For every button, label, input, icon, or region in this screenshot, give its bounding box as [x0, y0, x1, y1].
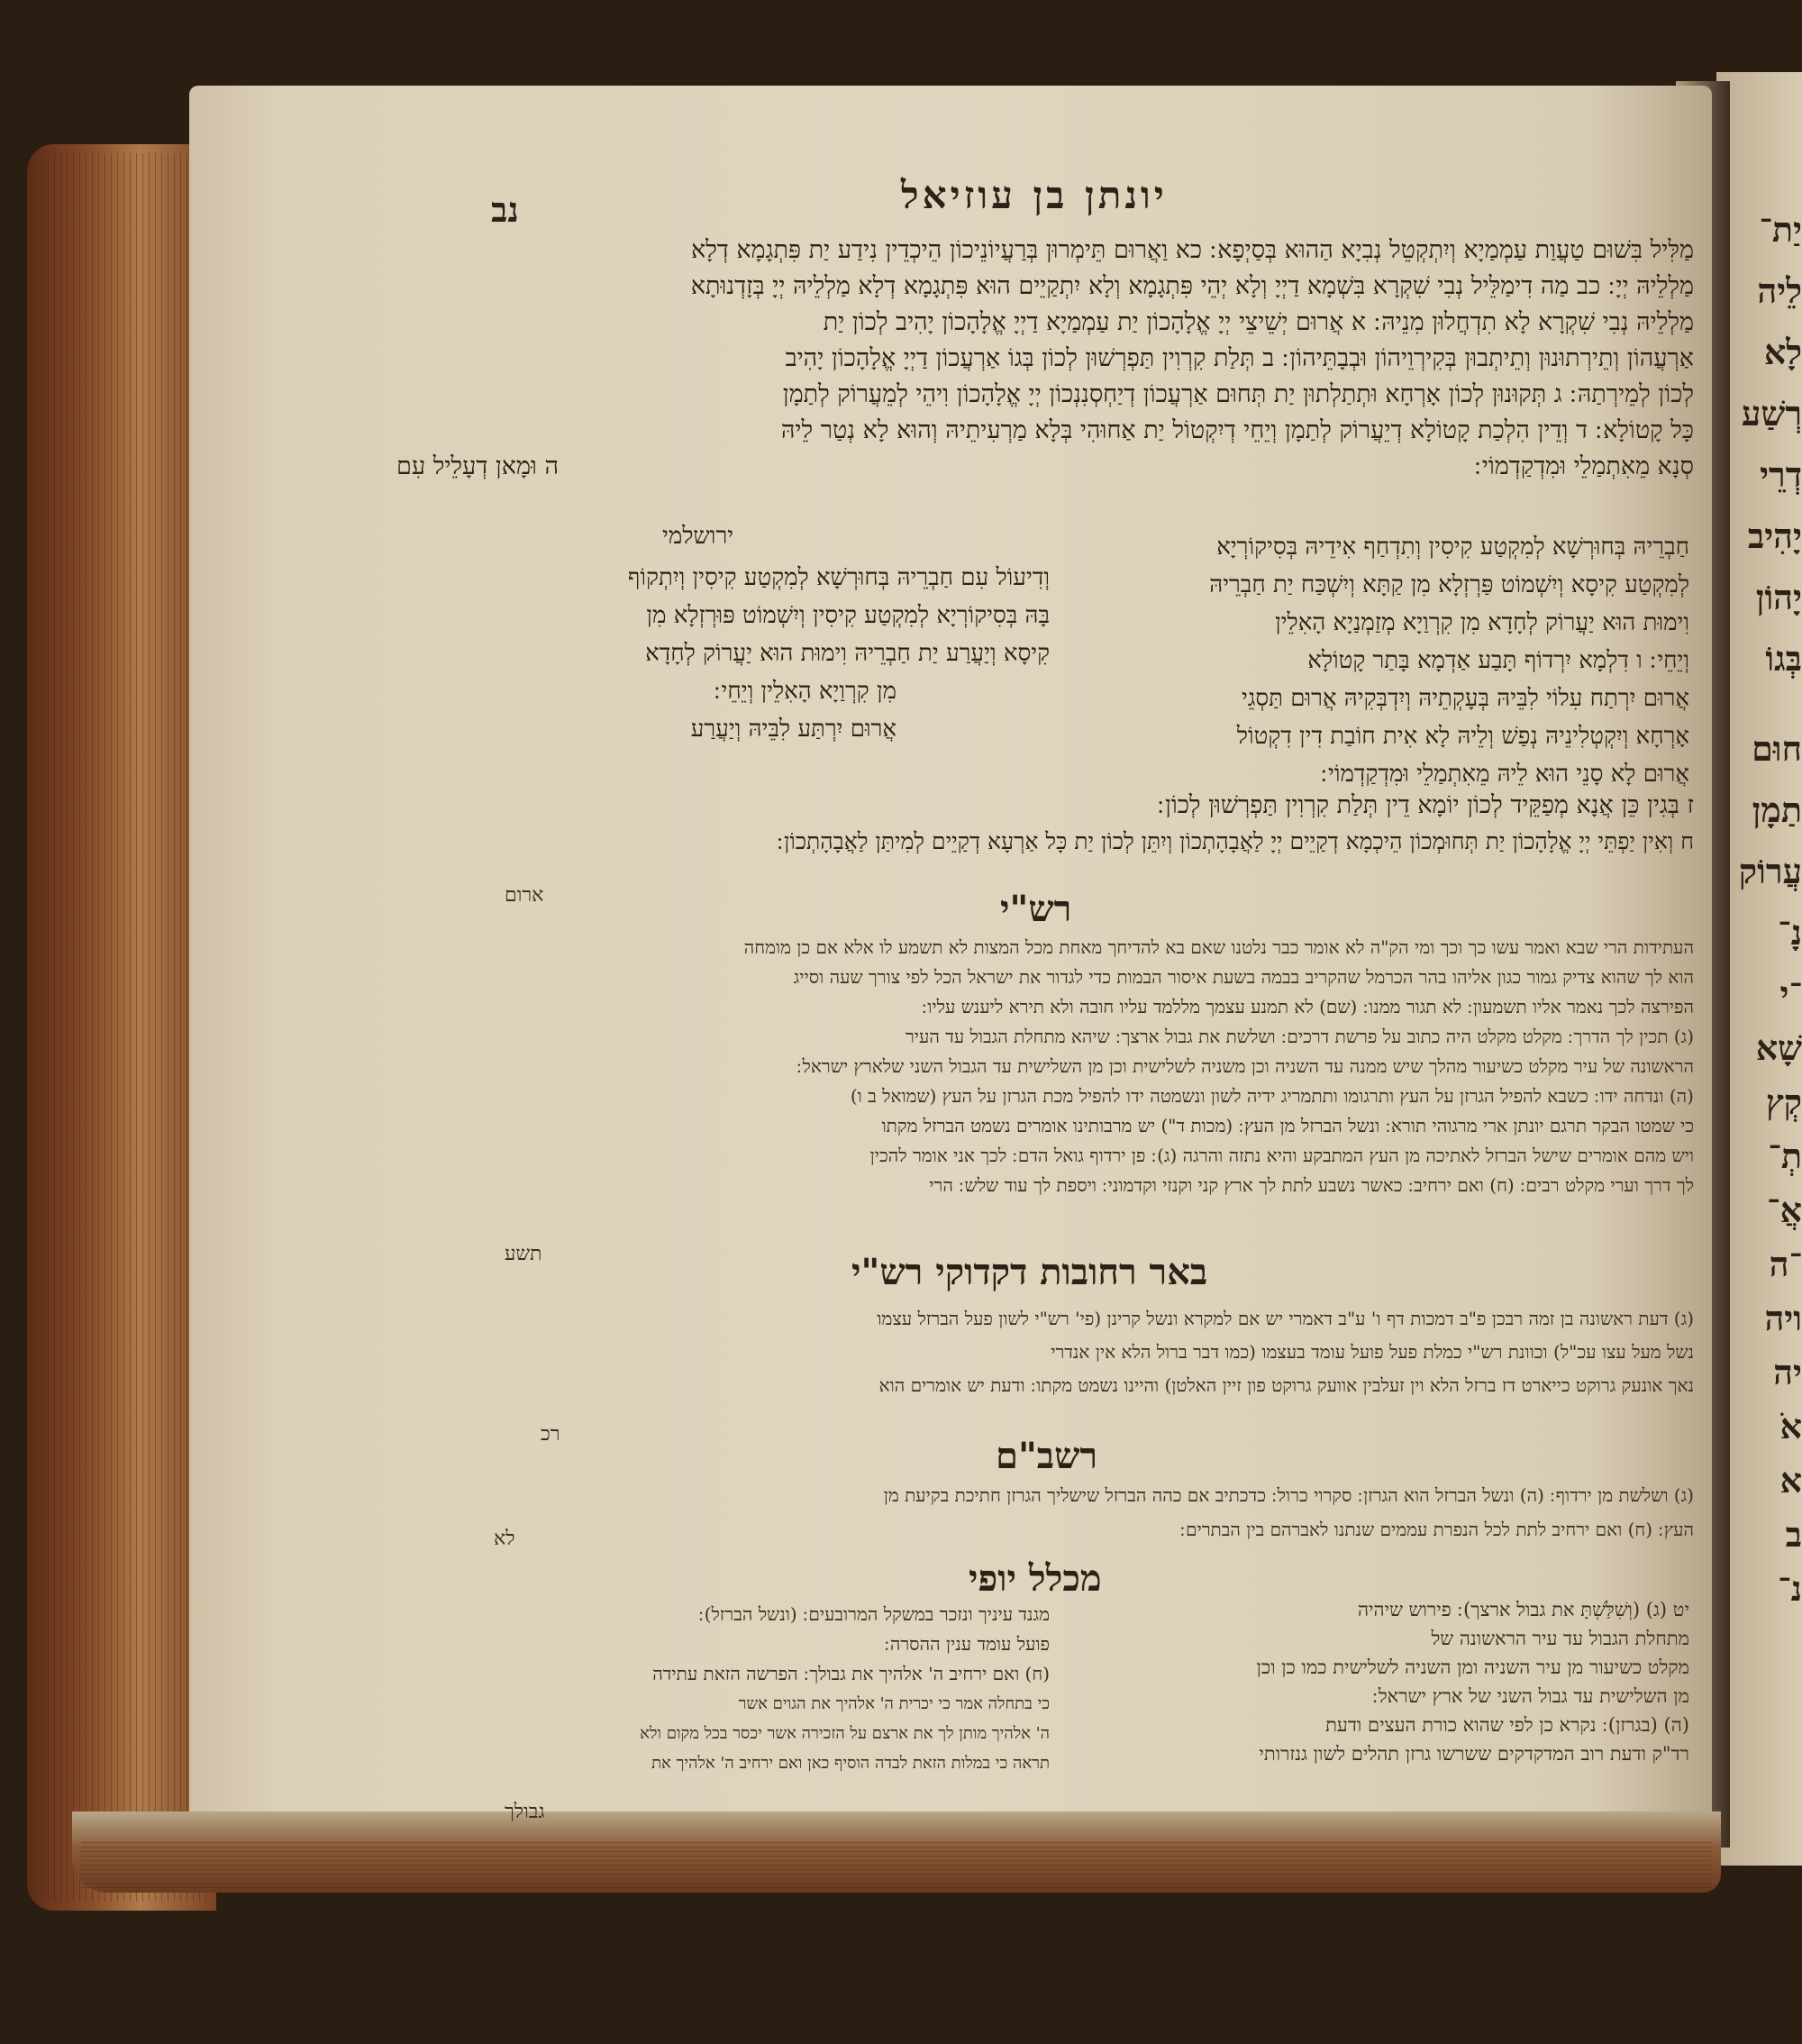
yerushalmi-line: בָּהּ בְּסִיקוֹרְיָא לְמִקְטַע קִיסִין וְיִשְׁמוֹט פּוּרְזְלָא מִן — [646, 602, 1050, 629]
facing-glyph: א — [1779, 1460, 1802, 1501]
facing-glyph: תַמָן — [1752, 789, 1802, 830]
yerushalmi-line: וְדִיעוֹל עִם חַבְרֵיהּ בְּחוּרְשָׁא לְמִקְטַע קִיסִין וְיִתְקוֹף — [627, 564, 1050, 591]
beer-title: באר רחובות דקדוקי רש"י — [851, 1251, 1208, 1293]
facing-glyph: יָהוֹן — [1755, 577, 1802, 617]
facing-glyph: יָהִיב — [1747, 516, 1802, 556]
rashbam-catchword: לא — [494, 1528, 515, 1550]
rashi-line: לך דרך וערי מקלט רבים ׃ (ח) ואם ירחיב ׃ כאשר נשבע לתת לך ארץ קני וקנזי וקדמוני ׃ ויספת לך עוד שלש ׃ הרי — [929, 1174, 1694, 1196]
facing-glyph: תְ־ — [1768, 1136, 1802, 1176]
rashi-line: ויש מהם אומרים שישל הברזל לאתיכה מן העץ המתבקע והיא נתזה והרגה (ג) ׃ פן ירדוף גואל הדם ׃ לכך אני אומר להכין — [869, 1145, 1694, 1166]
right-column-line: וְיֵחֵי ׃ ו דִלְמָא יִרְדוֹף תָּבַע אַדְמָא בָּתַר קָטוֹלָא — [1307, 647, 1689, 674]
michlal-line: מקלט כשיעור מן עיר השניה ומן השניה לשלישית כמו כן וכן — [1256, 1656, 1689, 1678]
page-number: נב — [491, 189, 519, 230]
facing-glyph: קְץ — [1765, 1081, 1802, 1122]
facing-glyph: עֲרוֹק — [1738, 851, 1802, 891]
michlal-line: רד"ק ודעת רוב המדקדקים ששרשו גרזן תהלים לשון גנזרותי — [1259, 1743, 1689, 1765]
targum-line: סְנָא מֵאִתְמַלֵי וּמִדְקַדְמוֹי ׃ — [1474, 452, 1694, 480]
facing-glyph: לֵיה — [1757, 270, 1802, 311]
facing-glyph: ־ה — [1769, 1244, 1802, 1284]
facing-glyph: רְשַׁע — [1741, 393, 1802, 433]
page-edge-lines — [36, 153, 207, 1902]
michlal-line: פועל עומד ענין ההסרה ׃ — [884, 1633, 1050, 1655]
rashbam-line: (ג) ושלשת מן ירדוף ׃ (ה) ונשל הברזל הוא הגרזן ׃ סקרוי כרול ׃ כדכתיב אם כהה הברזל שישליך הגרזן חתיכת בקיעת מן — [883, 1484, 1694, 1506]
right-column-line: וִימוּת הוּא יַעֲרוֹק לְחָדָא מִן קִרְוַיָא מְזַמְנַיָא הָאִלֵין — [1275, 609, 1689, 636]
michlal-yofi-title: מכלל יופי — [969, 1557, 1102, 1600]
rashbam-line: העץ ׃ (ח) ואם ירחיב לתת לכל הנפרת עממים שנתנו לאברהם בין הבתרים ׃ — [1179, 1519, 1694, 1540]
facing-glyph: דְרֵי — [1760, 454, 1802, 495]
page-title: יונתן בן עוזיאל — [901, 173, 1168, 217]
catchword: ארום — [505, 884, 544, 907]
rashi-line: כי שמטו הבקר תרגם יונתן ארי מרגוהי תורא ׃ ונשל הברזל מן העץ ׃ (מכות ד") יש מרבותינו אומרים נשמט הברזל מקתו — [881, 1115, 1694, 1136]
rashi-catchword: תשע — [505, 1243, 542, 1265]
facing-glyph: חוּם — [1752, 728, 1802, 769]
targum-line: מַלְלֵיהּ יְיָ ׃ כב מַה דִימַלֵּיל נְבִי שִׁקְרָא בִּשְׁמָא דַיְיָ וְלָא יְהֵי פִּתְגָמָא וְלָא יִתְקַיֵים הוּא פִּתְגָמָא דְלָא מַלְלֵיהּ יְיָ בְּזָדְנוּתָא — [690, 272, 1694, 300]
rashbam-block — [396, 1478, 1694, 1547]
beer-line: נאך אונעק גרוקט כייארט דז ברזל הלא וין זעלבין אוועק גרוקט פון זיין האלטן) והיינו נשמט מקתו ׃ ודעת יש אומרים הוא — [878, 1374, 1694, 1396]
facing-glyph: נ־ — [1778, 1568, 1802, 1609]
michlal-line: מגנד עיניך ונזכר במשקל המרובעים ׃ (ונשל הברזל) ׃ — [698, 1603, 1050, 1625]
targum-right-column — [1059, 528, 1689, 793]
facing-glyph: יה — [1773, 1352, 1802, 1392]
facing-glyph: לָא — [1763, 332, 1802, 372]
michlal-yofi-right-column — [1068, 1595, 1689, 1768]
rashi-title: רש"י — [1000, 888, 1072, 930]
rashbam-title: רשב"ם — [996, 1435, 1098, 1477]
right-column-line: אֲרוּם לָא סָנֵי הוּא לֵיהּ מֵאִתְמַלֵי וּמִדְקַדְמוֹי ׃ — [1320, 761, 1689, 788]
rashi-line: (ג) תכין לך הדרך ׃ מקלט מקלט היה כתוב על פרשת דרכים ׃ ושלשת את גבול ארצך ׃ שיהא מתחלת הגבול עד העיר — [905, 1026, 1694, 1047]
rashi-line: הוא לך שהוא צדיק גמור כגון אליהו בהר הכרמל שהקריב בבמה בשעת איסור הבמות כדי לגדור את ישראל הכל לפי צורך שעה וסייג — [793, 966, 1694, 988]
right-column-line: אֲרוּם יִרְתַח עִלוֹי לִבֵּיהּ בְּעָקְתֵיהּ וְיִדְבְּקִיהּ אֲרוּם תַּסְגֵי — [1241, 685, 1689, 712]
facing-glyph: נָ־ — [1778, 912, 1802, 953]
targum-line: מַלְלֵיהּ נְבִי שִׁקְרָא לָא תִדְחֲלוּן מִנֵיהּ ׃ א אֲרוּם יְשֵׁיצֵי יְיָ אֱלָהָכוֹן יַת עַמְמַיָא דַיְיָ אֱלָהָכוֹן יָהִיב לְכוֹן יַת — [823, 308, 1694, 336]
michlal-line: (ח) ואם ירחיב ה' אלהיך את גבולך ׃ הפרשה הזאת עתידה — [652, 1663, 1050, 1684]
beer-line: נשל מעל עצו עכ"ל) וכוונת רש"י כמלת פעל פועל עומד בעצמו (כמו דבר ברול הלא אין אנדרי — [1051, 1341, 1694, 1363]
yerushalmi-line: קִיסָא וְיַעֲרַע יַת חַבְרֵיהּ וִימוּת הוּא יַעֲרוֹק לְחָדָא — [645, 640, 1050, 667]
michlal-line: תראה כי במלות הזאת לבדה הוסיף כאן ואם ירחיב ה' אלהיך את — [651, 1754, 1050, 1773]
facing-page-text — [1725, 209, 1802, 1759]
yerushalmi-line: אֲרוּם יִרְתַּע לִבֵּיהּ וְיַעֲרַע — [690, 716, 896, 743]
michlal-line: מן השלישית עד גבול השני של ארץ ישראל ׃ — [1372, 1685, 1689, 1707]
facing-glyph: ויה — [1764, 1298, 1802, 1338]
yerushalmi-column — [392, 559, 1050, 748]
rashi-line: הפירצה לכך נאמר אליו תשמעון ׃ לא תגור ממנו ׃ (שם) לא תמנע עצמך מללמד עליו חובה ולא תירא ליענש עליו ׃ — [921, 996, 1694, 1017]
targum-line: ז בְּגִין כֵּן אֲנָא מְפַקֵּיד לְכוֹן יוֹמָא דֵין תְּלַת קִרְוִין תַּפְרְשׁוּן לְכוֹן ׃ — [1157, 791, 1694, 819]
facing-glyph: ־י — [1779, 973, 1802, 1014]
rashi-line: העתידות הרי שבא ואמר עשו כך וכך ומי הק"ה לא אומר כבר נלטנו שאם בא להדיחך מאחת מכל המצות לא תשמע לו אלא אם כן מומחה — [743, 936, 1694, 958]
michlal-line: כי בתחלה אמר כי יכרית ה' אלהיך את הגוים אשר — [738, 1694, 1050, 1713]
facing-glyph: אֲ־ — [1767, 1190, 1802, 1230]
targum-last-line — [396, 449, 1694, 485]
michlal-line: ה' אלהיך מותן לך את ארצם על הזכירה אשר יכסר בכל מקום ולא — [640, 1724, 1050, 1743]
michlal-line: (ה) (בגרזן) ׃ נקרא כן לפי שהוא כורת העצים ודעת — [1325, 1714, 1689, 1736]
bottom-edge-lines — [81, 1839, 1712, 1888]
facing-glyph: ב — [1785, 1514, 1802, 1555]
right-column-line: לְמִקְטַע קִיסָא וְיִשְׁמוֹט פַּרְזְלָא מִן קַתָּא וְיִשְׁכַּח יַת חַבְרֵיהּ — [1209, 571, 1689, 598]
facing-glyph: יַת־ — [1759, 209, 1802, 250]
michlal-catchword: גבולך — [505, 1801, 545, 1823]
facing-glyph: אֹ — [1779, 1406, 1802, 1446]
yerushalmi-title: ירושלמי — [662, 523, 734, 550]
beer-line: (ג) דעת ראשונה בן זמה רבכן פ"ב דמכות דף ו' ע"ב דאמרי יש אם למקרא ונשל קרינן (פי' רש"י לשון פעל הברזל עצמו — [877, 1308, 1694, 1329]
targum-line: מַלִּיל בִּשׁוּם טַעֲוַת עַמְמַיָא וְיִתְקְטֵל נְבִיָא הַהוּא בְּסַיְפָא ׃ כא וַאֲרוּם תֵּימְרוּן בְּרַעֲיוֹנֵיכוֹן הֵיכְדֵין נִידַע יַת פִּתְגָמָא דְלָא — [690, 236, 1694, 264]
michlal-yofi-left-column — [491, 1600, 1050, 1778]
rashi-line: (ה) ונדחה ידו ׃ כשבא להפיל הגרזן על העץ ותרגומו ותתמריג ידיה לשון ונשמטה ידו להפיל מכת הגרזן על העץ (שמואל ב ו) — [850, 1085, 1694, 1107]
michlal-line: יט (ג) (וְשִׁלַּשְׁתָּ את גבול ארצך) ׃ פירוש שיהיה — [1357, 1599, 1689, 1620]
targum-line: לְכוֹן לְמֵירְתַהּ ׃ ג תְּקוּנוּן לְכוֹן אָרְחָא וּתְתַלְתוּן יַת תְּחוּם אַרְעֲכוֹן דְיַחְסְנִנְכוֹן יְיָ אֱלָהָכוֹן וִיהֵי לְמֵעֲרוֹק לְתַמָן — [782, 380, 1694, 408]
yerushalmi-line: מִן קִרְוַיָא הָאִלֵין וְיֵחֵי ׃ — [714, 678, 896, 705]
targum-line: אַרְעֲהוֹן וְתֵירְתוּנוּן וְתֵיתְבוּן בְּקִירְוֵיהוֹן וּבְבָתֵּיהוֹן ׃ ב תְּלַת קִרְוִין תַּפְרְשׁוּן לְכוֹן בְּגוֹ אַרְעֲכוֹן דַיְיָ אֱלָהָכוֹן יָהִיב — [785, 344, 1694, 372]
targum-block — [396, 233, 1694, 485]
right-column-line: חַבְרֵיהּ בְּחוּרְשָׁא לְמִקְטַע קִיסִין וְתִדְחַף אִידֵיהּ בְּסִיקוֹרְיָא — [1216, 534, 1689, 561]
beer-block — [396, 1302, 1694, 1402]
michlal-line: מתחלת הגבול עד עיר הראשונה של — [1431, 1628, 1689, 1649]
targum-continuation: ה וּמָאן דְעָלֵיל עִם — [396, 452, 560, 480]
rashi-line: הראשונה של עיר מקלט כשיעור מהלך שיש ממנה עד השניה וכן משניה לשלישית וכן מן השלישית עד הגבול השני שלארץ ישראל ׃ — [796, 1055, 1694, 1077]
targum-line: כָּל קָטוֹלָא ׃ ד וְדֵין הִלְכַת קָטוֹלָא דְיֵעֲרוֹק לְתַמָן וְיֵחֵי דְיִקְטוֹל יַת אַחוּהִי בְּלָא מַרְעִיתֵיהּ וְהוּא לָא נְטַר לֵיהּ — [780, 416, 1694, 444]
right-column-line: אָרְחָא וְיִקְטְלִינֵיהּ נְפַשׁ וְלֵיהּ לָא אִית חוֹבַת דִין דִקְטוֹל — [1236, 723, 1689, 750]
facing-glyph: שָׁא — [1755, 1027, 1802, 1068]
targum-line: ח וְאִין יַפְתֵּי יְיָ אֱלָהָכוֹן יַת תְּחוּמְכוֹן הֵיכְמָא דְקַיֵים יְיָ לַאֲבָהָתְכוֹן וְיִתֵּן לְכוֹן יַת כָּל אַרְעָא דְקַיֵים לְמִיתַּן לַאֲבָהָתְכוֹן ׃ — [777, 828, 1694, 854]
targum-bottom-block — [396, 788, 1694, 860]
beer-catchword: רכ — [541, 1423, 560, 1446]
facing-glyph: בְּגוֹ — [1765, 638, 1802, 679]
rashi-block — [396, 933, 1694, 1200]
